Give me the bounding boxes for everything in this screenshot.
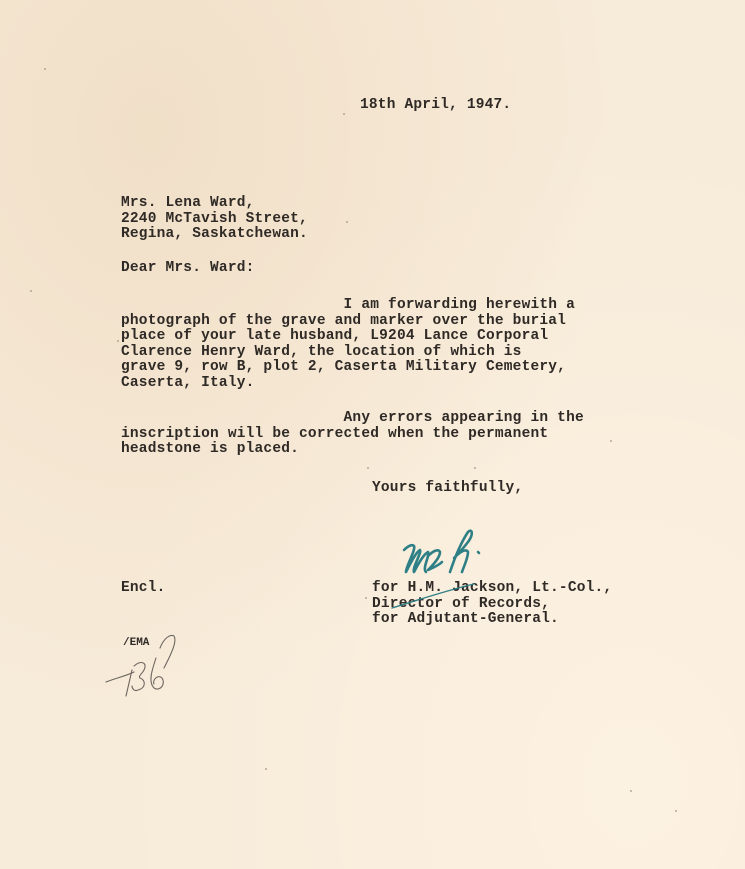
paper-speck bbox=[343, 113, 345, 115]
paragraph-line: Clarence Henry Ward, the location of which is bbox=[121, 343, 522, 360]
signature-strike-line-icon bbox=[388, 582, 478, 612]
recipient-city: Regina, Saskatchewan. bbox=[121, 226, 308, 242]
paper-speck bbox=[367, 467, 369, 469]
paper-speck bbox=[610, 440, 612, 442]
paragraph-errors bbox=[121, 411, 584, 458]
paragraph-line: inscription will be corrected when the permanent bbox=[121, 425, 549, 442]
paragraph-line: headstone is placed. bbox=[121, 441, 300, 457]
paragraph-forwarding bbox=[121, 298, 575, 391]
paper-speck bbox=[265, 768, 267, 770]
paper-speck bbox=[365, 597, 367, 599]
signatory-title: Director of Records, bbox=[372, 595, 551, 612]
paper-speck bbox=[117, 340, 119, 342]
paper-speck bbox=[474, 467, 476, 469]
recipient-street: 2240 McTavish Street, bbox=[121, 210, 308, 227]
typist-reference: /EMA bbox=[123, 637, 150, 649]
paper-speck bbox=[44, 68, 46, 70]
handwritten-file-number-icon bbox=[104, 630, 194, 702]
signatory-name: for H.M. Jackson, Lt.-Col., bbox=[372, 580, 613, 596]
paragraph-line: Any errors appearing in the bbox=[121, 410, 584, 426]
paragraph-line: Caserta, Italy. bbox=[121, 374, 255, 391]
signatory-office: for Adjutant-General. bbox=[372, 611, 559, 627]
handwritten-signature-icon bbox=[398, 526, 488, 578]
paper-speck bbox=[346, 221, 348, 223]
enclosure-note: Encl. bbox=[121, 580, 166, 596]
letter-date: 18th April, 1947. bbox=[360, 97, 512, 113]
salutation: Dear Mrs. Ward: bbox=[121, 260, 255, 276]
paragraph-line: place of your late husband, L9204 Lance Corporal bbox=[121, 328, 549, 344]
complimentary-closing: Yours faithfully, bbox=[372, 480, 524, 496]
recipient-name: Mrs. Lena Ward, bbox=[121, 195, 255, 211]
paper-speck bbox=[30, 290, 32, 292]
paper-speck bbox=[675, 810, 677, 812]
paragraph-line: grave 9, row B, plot 2, Caserta Military Cemetery, bbox=[121, 359, 567, 375]
paper-speck bbox=[630, 790, 632, 792]
paragraph-line: photograph of the grave and marker over the burial bbox=[121, 312, 567, 329]
recipient-address bbox=[121, 196, 308, 243]
paragraph-line: I am forwarding herewith a bbox=[121, 297, 575, 313]
